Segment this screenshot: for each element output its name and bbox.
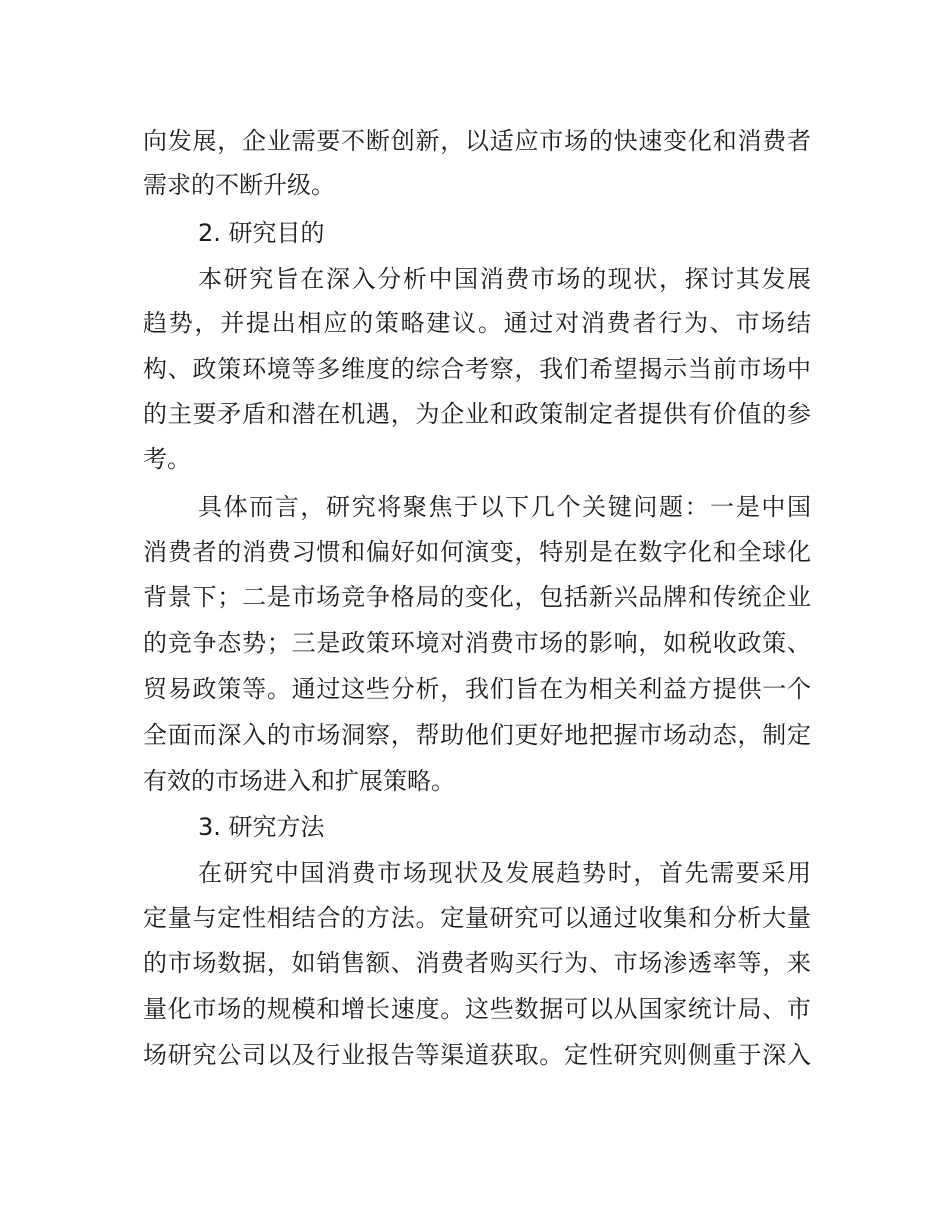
paragraph-line: 场研究公司以及行业报告等渠道获取。定性研究则侧重于深入 bbox=[143, 1041, 811, 1069]
paragraph-line: 考。 bbox=[143, 445, 191, 473]
paragraph-line: 定量与定性相结合的方法。定量研究可以通过收集和分析大量 bbox=[143, 904, 811, 932]
paragraph-line: 的市场数据，如销售额、消费者购买行为、市场渗透率等，来 bbox=[143, 949, 811, 977]
paragraph-line: 构、政策环境等多维度的综合考察，我们希望揭示当前市场中 bbox=[143, 355, 811, 383]
paragraph-line: 全面而深入的市场洞察，帮助他们更好地把握市场动态，制定 bbox=[143, 721, 811, 749]
paragraph-line: 的竞争态势；三是政策环境对消费市场的影响，如税收政策、 bbox=[143, 629, 811, 657]
paragraph-line: 向发展，企业需要不断创新，以适应市场的快速变化和消费者 bbox=[143, 127, 811, 155]
paragraph-line: 需求的不断升级。 bbox=[143, 171, 335, 199]
paragraph-line: 趋势，并提出相应的策略建议。通过对消费者行为、市场结 bbox=[143, 309, 811, 337]
paragraph-line: 量化市场的规模和增长速度。这些数据可以从国家统计局、市 bbox=[143, 995, 811, 1023]
section-heading-research-method: 3. 研究方法 bbox=[198, 813, 325, 841]
paragraph-line: 在研究中国消费市场现状及发展趋势时，首先需要采用 bbox=[198, 859, 811, 887]
paragraph-line: 背景下；二是市场竞争格局的变化，包括新兴品牌和传统企业 bbox=[143, 583, 811, 611]
paragraph-line: 的主要矛盾和潜在机遇，为企业和政策制定者提供有价值的参 bbox=[143, 400, 811, 428]
paragraph-line: 有效的市场进入和扩展策略。 bbox=[143, 767, 455, 795]
paragraph-line: 贸易政策等。通过这些分析，我们旨在为相关利益方提供一个 bbox=[143, 675, 811, 703]
paragraph-line: 具体而言，研究将聚焦于以下几个关键问题：一是中国 bbox=[198, 493, 811, 521]
section-heading-research-purpose: 2. 研究目的 bbox=[198, 219, 325, 247]
paragraph-line: 消费者的消费习惯和偏好如何演变，特别是在数字化和全球化 bbox=[143, 538, 811, 566]
paragraph-line: 本研究旨在深入分析中国消费市场的现状，探讨其发展 bbox=[198, 265, 811, 293]
